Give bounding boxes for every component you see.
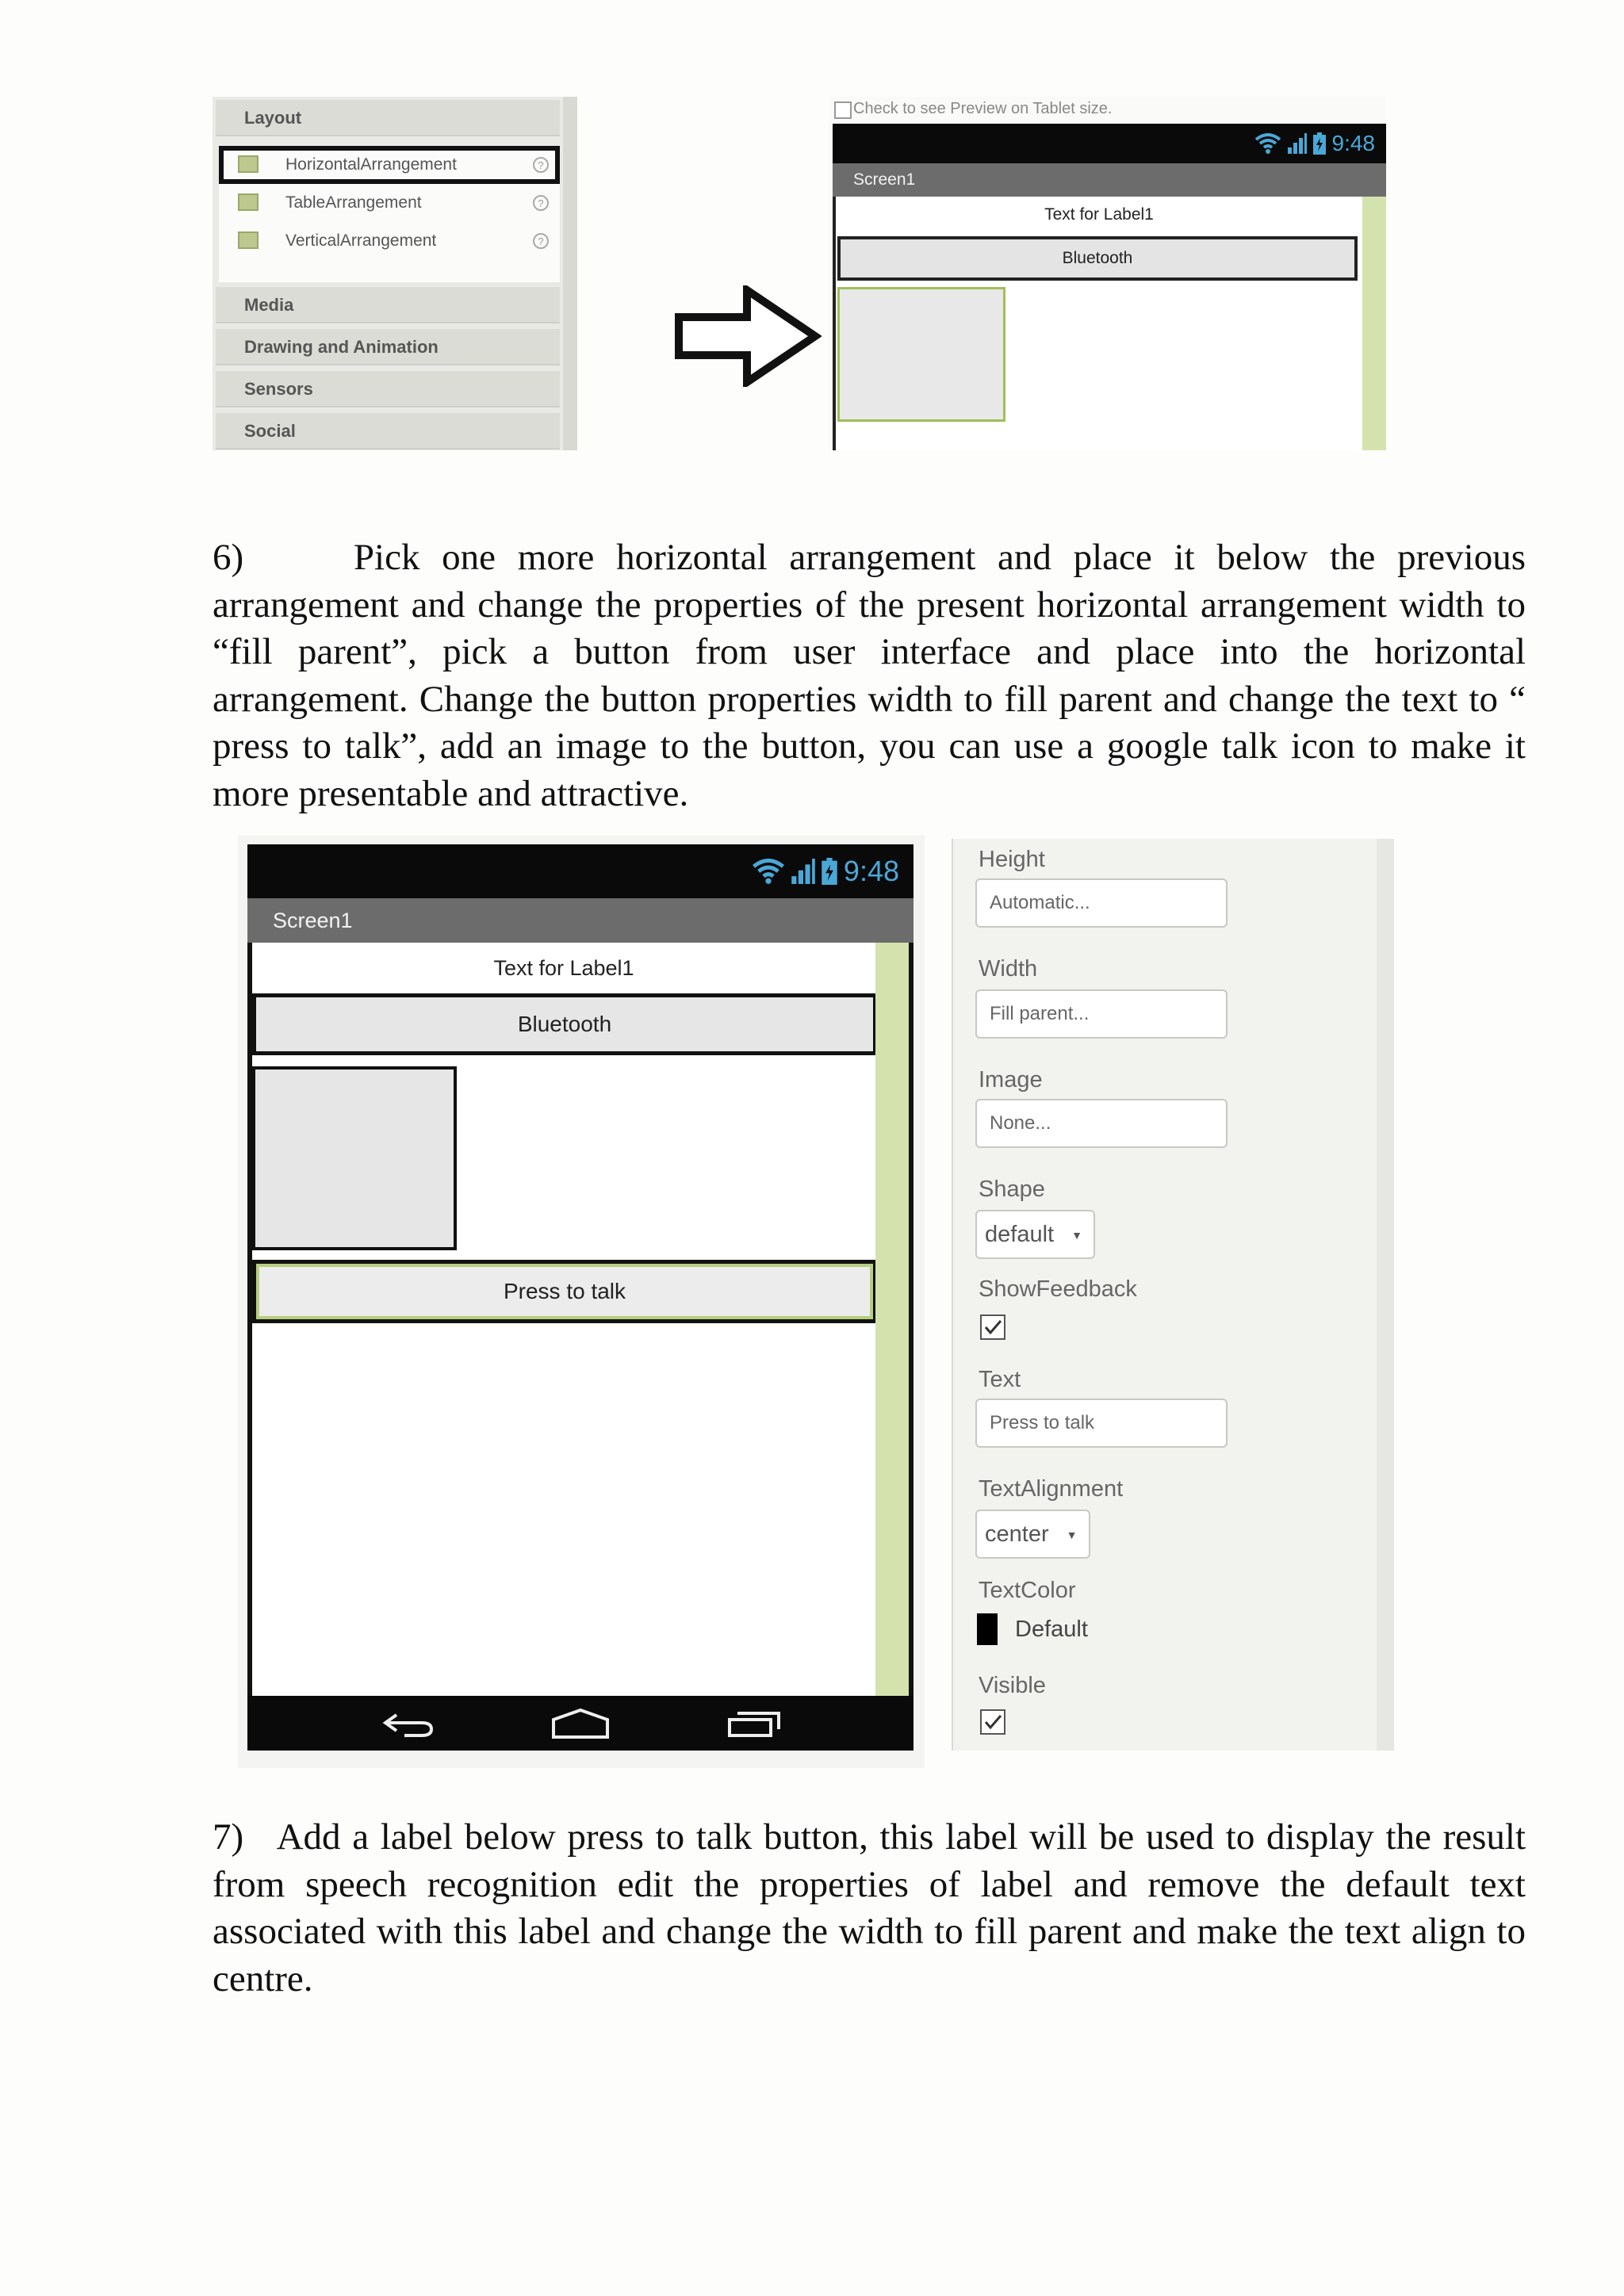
palette-item-horizontal-arrangement[interactable] <box>219 146 560 184</box>
home-icon[interactable] <box>550 1707 611 1739</box>
height-field[interactable]: Automatic... <box>975 878 1228 928</box>
palette-item-table-arrangement[interactable] <box>219 184 560 222</box>
help-icon[interactable]: ? <box>533 157 549 173</box>
horizontal-arrangement-icon <box>238 155 259 173</box>
bluetooth-button[interactable]: Bluetooth <box>837 236 1358 281</box>
palette-header-layout[interactable]: Layout <box>216 100 560 136</box>
help-icon[interactable]: ? <box>533 233 549 249</box>
navigation-bar <box>247 1696 914 1751</box>
step-7-paragraph: 7) Add a label below press to talk button, this label will be used to display the result from speech recognition edit the properties of label and remove the default text associated with this label and change the width to fill parent and make the text align to centre. <box>213 1816 1526 1999</box>
palette-section-social[interactable]: Social <box>216 413 560 450</box>
palette-item-vertical-arrangement[interactable] <box>219 222 560 260</box>
signal-icon <box>791 859 815 884</box>
status-bar <box>833 124 1386 163</box>
textalignment-value: center <box>985 1521 1049 1547</box>
visible-checkbox[interactable] <box>980 1709 1005 1735</box>
palette-section-media[interactable]: Media <box>216 287 560 323</box>
screen-body <box>833 197 1386 450</box>
width-label: Width <box>979 956 1038 982</box>
battery-icon <box>822 858 837 885</box>
textalignment-dropdown[interactable] <box>975 1510 1090 1559</box>
textcolor-label: TextColor <box>979 1578 1076 1603</box>
shape-value: default <box>985 1222 1055 1247</box>
shape-label: Shape <box>979 1177 1045 1202</box>
preview-scrollbar[interactable] <box>875 943 909 1696</box>
viewer-preview <box>829 97 1386 450</box>
phone-preview <box>247 844 914 1751</box>
palette-item-label: TableArrangement <box>285 193 422 212</box>
properties-panel <box>952 839 1394 1751</box>
wifi-icon <box>1254 133 1281 154</box>
screen-title-bar: Screen1 <box>833 163 1386 197</box>
properties-scrollbar[interactable] <box>1377 839 1394 1751</box>
help-icon[interactable]: ? <box>533 195 549 211</box>
clock: 9:48 <box>1331 131 1375 155</box>
label1[interactable]: Text for Label1 <box>1044 205 1154 224</box>
signal-icon <box>1288 133 1307 154</box>
label1[interactable]: Text for Label1 <box>493 956 634 980</box>
checkmark-icon <box>982 1711 1004 1733</box>
height-label: Height <box>979 847 1045 872</box>
bluetooth-button[interactable]: Bluetooth <box>252 993 877 1055</box>
tablet-preview-label: Check to see Preview on Tablet size. <box>853 100 1113 117</box>
showfeedback-label: ShowFeedback <box>979 1276 1137 1302</box>
palette-scrollbar[interactable] <box>563 97 577 450</box>
tablet-preview-checkbox[interactable] <box>834 101 852 119</box>
vertical-arrangement-icon <box>238 232 259 249</box>
palette-section-sensors[interactable]: Sensors <box>216 371 560 408</box>
image-field[interactable]: None... <box>975 1099 1228 1148</box>
color-swatch <box>977 1613 998 1645</box>
press-to-talk-button[interactable]: Press to talk <box>252 1260 877 1323</box>
textalignment-label: TextAlignment <box>979 1476 1124 1502</box>
right-arrow-icon <box>674 285 822 387</box>
palette-item-label: VerticalArrangement <box>285 232 437 250</box>
dropdown-arrow-icon: ▼ <box>1066 1529 1078 1542</box>
palette-section-drawing-animation[interactable]: Drawing and Animation <box>216 329 560 365</box>
horizontal-arrangement-placeholder[interactable] <box>837 287 1005 422</box>
component-palette <box>213 97 577 450</box>
recent-apps-icon[interactable] <box>726 1709 782 1739</box>
horizontal-arrangement-placeholder[interactable] <box>252 1066 457 1250</box>
status-bar <box>247 844 914 898</box>
showfeedback-checkbox[interactable] <box>980 1314 1005 1340</box>
wifi-icon <box>752 859 785 884</box>
textcolor-picker[interactable] <box>977 1613 1088 1646</box>
table-arrangement-icon <box>238 193 259 211</box>
image-label: Image <box>979 1067 1043 1093</box>
shape-dropdown[interactable] <box>975 1210 1095 1259</box>
screen-body <box>247 943 914 1696</box>
screen-title-bar: Screen1 <box>247 898 914 943</box>
text-field[interactable]: Press to talk <box>975 1399 1228 1448</box>
preview-scrollbar[interactable] <box>1362 197 1386 450</box>
dropdown-arrow-icon: ▼ <box>1071 1229 1082 1242</box>
back-icon[interactable] <box>381 1710 436 1739</box>
checkmark-icon <box>982 1316 1004 1338</box>
width-field[interactable]: Fill parent... <box>975 989 1228 1039</box>
visible-label: Visible <box>979 1673 1046 1698</box>
clock: 9:48 <box>843 855 899 887</box>
text-label: Text <box>979 1367 1021 1392</box>
battery-icon <box>1313 132 1326 155</box>
step-6-paragraph: 6) Pick one more horizontal arrangement and place it below the previous arrangement and change the properties of the present horizontal arrangement width to “fill parent”, pick a button from user interface and place into the horizontal arrangement. Change the button properties width to fill parent and change the text to “ press to talk”, add an image to the button, you can use a google talk icon to make it more presentable and attractive. <box>213 537 1526 814</box>
textcolor-value: Default <box>1015 1616 1088 1642</box>
palette-item-label: HorizontalArrangement <box>285 155 457 174</box>
